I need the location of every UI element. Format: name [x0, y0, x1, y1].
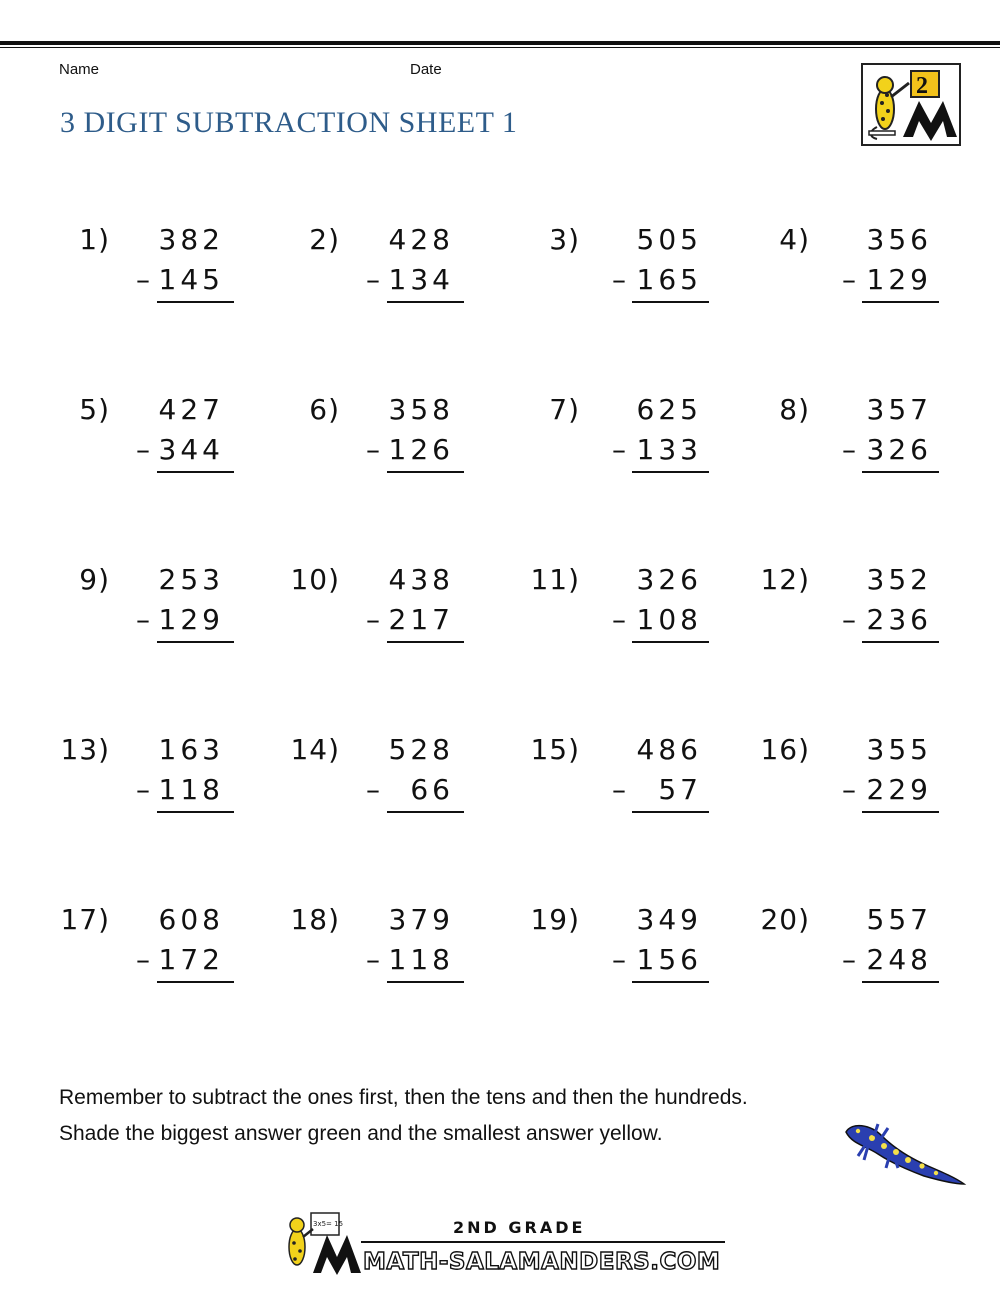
subtrahend: 172	[158, 943, 224, 976]
minuend: 326	[636, 563, 702, 596]
subtrahend: 248	[866, 943, 932, 976]
subtrahend: 57	[658, 773, 702, 806]
subtrahend: 133	[636, 433, 702, 466]
problem-number: 20)	[760, 903, 810, 936]
minus-sign: –	[842, 943, 856, 976]
problem-16	[750, 733, 970, 853]
problem-15	[520, 733, 740, 853]
name-label: Name	[59, 61, 100, 78]
problem-number: 19)	[530, 903, 580, 936]
problem-number: 5)	[79, 393, 110, 426]
problem-10	[280, 563, 500, 683]
subtrahend: 134	[388, 263, 454, 296]
minus-sign: –	[366, 773, 380, 806]
problem-number: 14)	[290, 733, 340, 766]
minuend: 625	[636, 393, 702, 426]
answer-line	[862, 981, 939, 983]
problem-18	[280, 903, 500, 1023]
subtrahend: 217	[388, 603, 454, 636]
minuend: 608	[158, 903, 224, 936]
problem-6	[280, 393, 500, 513]
minus-sign: –	[612, 943, 626, 976]
answer-line	[157, 981, 234, 983]
minuend: 352	[866, 563, 932, 596]
problem-9	[50, 563, 270, 683]
minuend: 356	[866, 223, 932, 256]
minus-sign: –	[366, 943, 380, 976]
top-rule-thick	[0, 41, 1000, 45]
minuend: 253	[158, 563, 224, 596]
problem-number: 4)	[779, 223, 810, 256]
problem-13	[50, 733, 270, 853]
minus-sign: –	[366, 263, 380, 296]
minus-sign: –	[612, 263, 626, 296]
problem-2	[280, 223, 500, 343]
minuend: 505	[636, 223, 702, 256]
answer-line	[157, 471, 234, 473]
logo-digit: 2	[916, 73, 928, 99]
minuend: 355	[866, 733, 932, 766]
answer-line	[157, 301, 234, 303]
problem-number: 1)	[79, 223, 110, 256]
minuend: 427	[158, 393, 224, 426]
answer-line	[862, 301, 939, 303]
minuend: 349	[636, 903, 702, 936]
page-title: 3 DIGIT SUBTRACTION SHEET 1	[60, 106, 518, 139]
minuend: 428	[388, 223, 454, 256]
subtrahend: 165	[636, 263, 702, 296]
problem-3	[520, 223, 740, 343]
problem-number: 3)	[549, 223, 580, 256]
answer-line	[862, 471, 939, 473]
answer-line	[632, 471, 709, 473]
minuend: 382	[158, 223, 224, 256]
instruction-line-2: Shade the biggest answer green and the smallest answer yellow.	[59, 1122, 663, 1145]
minus-sign: –	[366, 603, 380, 636]
minuend: 163	[158, 733, 224, 766]
problem-number: 12)	[760, 563, 810, 596]
problem-1	[50, 223, 270, 343]
minus-sign: –	[612, 433, 626, 466]
problem-number: 10)	[290, 563, 340, 596]
footer-grade: 2ND GRADE	[453, 1218, 586, 1237]
salamander-logo-icon	[863, 65, 959, 144]
minuend: 557	[866, 903, 932, 936]
problem-number: 15)	[530, 733, 580, 766]
instruction-line-1: Remember to subtract the ones first, then the tens and then the hundreds.	[59, 1086, 748, 1109]
header-logo	[861, 63, 961, 146]
subtrahend: 156	[636, 943, 702, 976]
minus-sign: –	[136, 943, 150, 976]
problem-8	[750, 393, 970, 513]
problem-20	[750, 903, 970, 1023]
answer-line	[632, 811, 709, 813]
minuend: 438	[388, 563, 454, 596]
problem-17	[50, 903, 270, 1023]
answer-line	[862, 641, 939, 643]
answer-line	[157, 811, 234, 813]
subtrahend: 66	[410, 773, 454, 806]
problem-number: 13)	[60, 733, 110, 766]
minuend: 486	[636, 733, 702, 766]
answer-line	[387, 641, 464, 643]
subtrahend: 126	[388, 433, 454, 466]
minuend: 379	[388, 903, 454, 936]
blue-salamander-icon	[838, 1118, 968, 1198]
problem-number: 8)	[779, 393, 810, 426]
subtrahend: 118	[388, 943, 454, 976]
problem-4	[750, 223, 970, 343]
subtrahend: 145	[158, 263, 224, 296]
subtrahend: 129	[866, 263, 932, 296]
subtrahend: 344	[158, 433, 224, 466]
problem-12	[750, 563, 970, 683]
minus-sign: –	[136, 603, 150, 636]
minuend: 528	[388, 733, 454, 766]
minuend: 357	[866, 393, 932, 426]
minus-sign: –	[612, 773, 626, 806]
subtrahend: 129	[158, 603, 224, 636]
problem-number: 17)	[60, 903, 110, 936]
problem-11	[520, 563, 740, 683]
subtrahend: 236	[866, 603, 932, 636]
answer-line	[387, 811, 464, 813]
problem-19	[520, 903, 740, 1023]
footer-logo	[275, 1211, 730, 1277]
minus-sign: –	[136, 433, 150, 466]
answer-line	[862, 811, 939, 813]
problem-number: 16)	[760, 733, 810, 766]
minus-sign: –	[612, 603, 626, 636]
subtrahend: 229	[866, 773, 932, 806]
answer-line	[632, 301, 709, 303]
answer-line	[632, 641, 709, 643]
problem-14	[280, 733, 500, 853]
subtrahend: 108	[636, 603, 702, 636]
minus-sign: –	[136, 263, 150, 296]
problem-5	[50, 393, 270, 513]
problem-number: 2)	[309, 223, 340, 256]
subtrahend: 118	[158, 773, 224, 806]
subtrahend: 326	[866, 433, 932, 466]
math-salamanders-logo-icon	[275, 1211, 730, 1277]
footer-site: MATH-SALAMANDERS.COM	[363, 1249, 721, 1275]
answer-line	[387, 981, 464, 983]
footer-card-text: 3x5= 15	[313, 1220, 344, 1228]
minus-sign: –	[842, 263, 856, 296]
minus-sign: –	[366, 433, 380, 466]
top-rule-thin	[0, 47, 1000, 48]
problem-number: 6)	[309, 393, 340, 426]
date-label: Date	[410, 61, 442, 78]
problem-number: 11)	[530, 563, 580, 596]
problem-number: 7)	[549, 393, 580, 426]
answer-line	[387, 301, 464, 303]
problem-7	[520, 393, 740, 513]
minuend: 358	[388, 393, 454, 426]
minus-sign: –	[842, 773, 856, 806]
answer-line	[387, 471, 464, 473]
minus-sign: –	[842, 603, 856, 636]
problem-number: 18)	[290, 903, 340, 936]
answer-line	[157, 641, 234, 643]
problem-number: 9)	[79, 563, 110, 596]
answer-line	[632, 981, 709, 983]
minus-sign: –	[136, 773, 150, 806]
minus-sign: –	[842, 433, 856, 466]
